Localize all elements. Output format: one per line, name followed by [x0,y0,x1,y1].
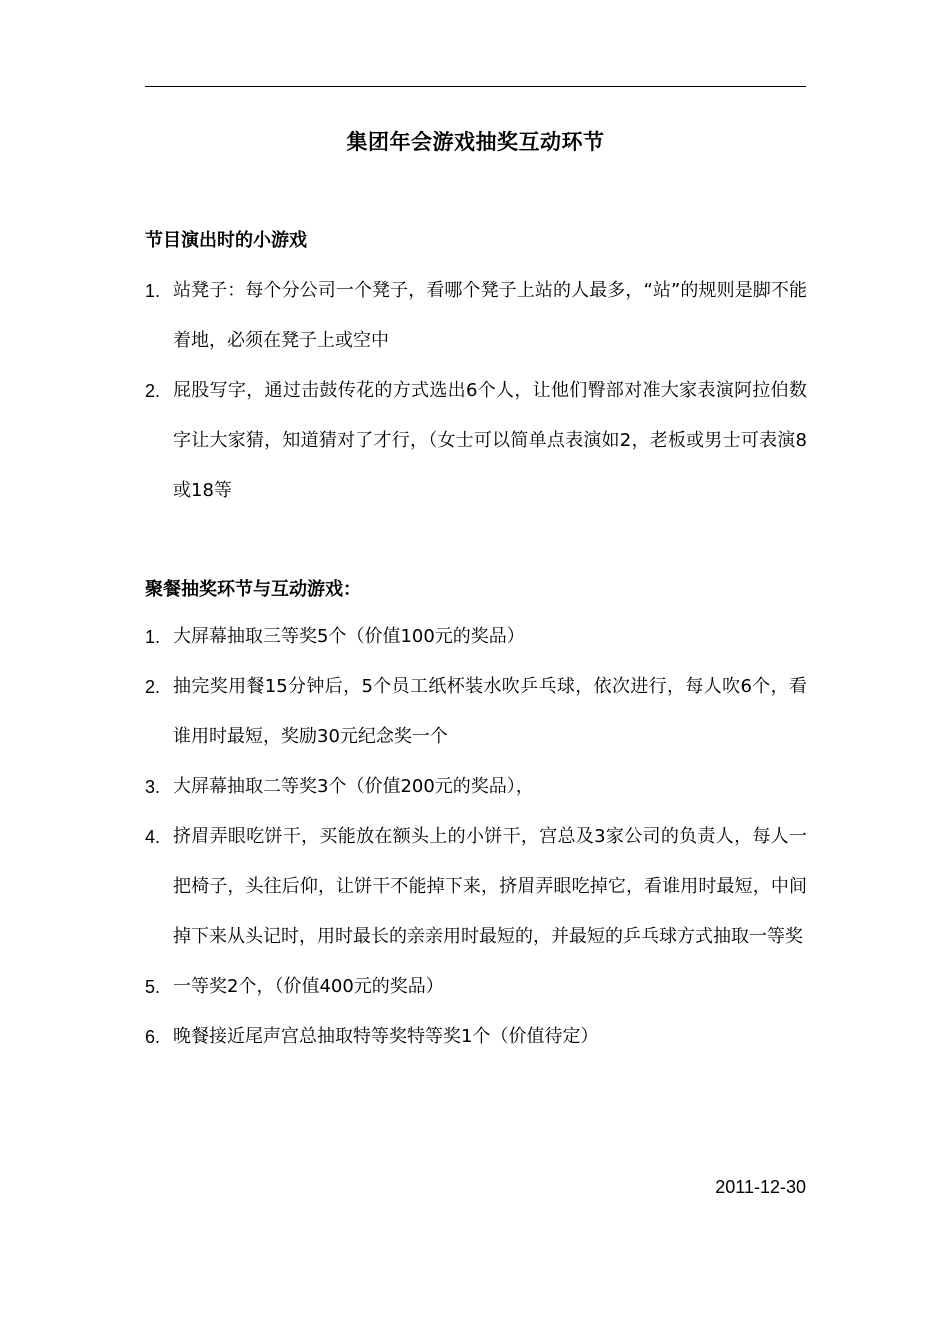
document-date: 2011-12-30 [715,1177,806,1197]
list-item-number: 3. [145,777,161,797]
list-item-number: 5. [145,977,161,997]
list-item [145,1012,807,1062]
list-item-number: 6. [145,1027,161,1047]
document-title: 集团年会游戏抽奖互动环节 [346,130,605,154]
list-item-text: 一等奖2个，（价值400元的奖品） [173,976,444,997]
list-item-text: 屁股写字，通过击鼓传花的方式选出6个人，让他们臀部对准大家表演阿拉伯数字让大家猜，知道猜对了才行，（女士可以简单点表演如2，老板或男士可表演8或18等 [173,380,807,501]
list-item [145,266,807,366]
header-rule [145,86,806,87]
list-item-text: 晚餐接近尾声宫总抽取特等奖特等奖1个（价值待定） [173,1026,599,1047]
list-item [145,962,807,1012]
section-heading-performance-games: 节目演出时的小游戏 [145,230,307,251]
list-item [145,662,807,762]
list-item-text: 大屏幕抽取三等奖5个（价值100元的奖品） [173,626,525,647]
list-item [145,366,807,516]
list-item-number: 1. [145,281,161,301]
list-item-number: 2. [145,677,161,697]
list-item-text: 挤眉弄眼吃饼干，买能放在额头上的小饼干，宫总及3家公司的负责人，每人一把椅子，头往后仰，让饼干不能掉下来，挤眉弄眼吃掉它，看谁用时最短，中间掉下来从头记时，用时最长的亲亲用时最短的，并最短的乒乓球方式抽取一等奖 [173,826,807,947]
list-item [145,612,807,662]
list-item-number: 1. [145,627,161,647]
dinner-lottery-list [145,612,807,1062]
list-item-text: 大屏幕抽取二等奖3个（价值200元的奖品）， [173,776,534,797]
performance-games-list [145,266,807,516]
list-item-text: 站凳子：每个分公司一个凳子，看哪个凳子上站的人最多，“站”的规则是脚不能着地，必须在凳子上或空中 [173,280,807,351]
list-item-number: 2. [145,381,161,401]
list-item [145,812,807,962]
list-item-number: 4. [145,827,161,847]
section-heading-dinner-lottery: 聚餐抽奖环节与互动游戏： [145,579,361,600]
list-item-text: 抽完奖用餐15分钟后，5个员工纸杯装水吹乒乓球，依次进行，每人吹6个，看谁用时最短，奖励30元纪念奖一个 [173,676,807,747]
list-item [145,762,807,812]
